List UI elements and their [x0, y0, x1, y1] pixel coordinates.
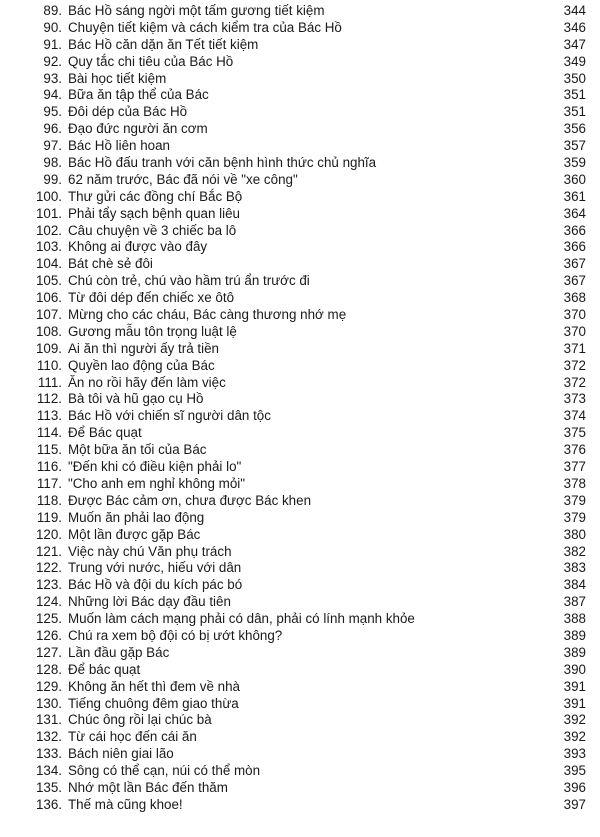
toc-entry: [0, 138, 600, 155]
toc-entry: [0, 273, 600, 290]
toc-entry: [0, 729, 600, 746]
toc-entry-title: Nhớ một lần Bác đến thăm: [68, 779, 228, 795]
toc-entry: [0, 408, 600, 425]
toc-entry-number: 110.: [36, 357, 62, 373]
toc-entry-number: 135.: [35, 779, 62, 795]
toc-entry-title: "Đến khi có điều kiện phải lo": [68, 459, 242, 475]
toc-entry-number: 116.: [36, 459, 62, 475]
toc-entry-number: 100.: [35, 188, 62, 204]
toc-entry-number: 111.: [37, 374, 62, 390]
toc-entry-page: 361: [563, 188, 586, 204]
toc-entry-page: 370: [563, 323, 586, 339]
toc-entry-page: 382: [563, 543, 586, 559]
toc-entry-title: Bữa ăn tập thể của Bác: [68, 87, 209, 103]
toc-entry: [0, 104, 600, 121]
toc-entry-page: 396: [563, 779, 586, 795]
toc-entry-number: 99.: [43, 171, 62, 187]
toc-entry: [0, 628, 600, 645]
toc-entry-page: 357: [563, 138, 586, 154]
toc-entry-title: Bác Hồ với chiến sĩ người dân tộc: [68, 408, 271, 424]
toc-entry-page: 389: [563, 627, 586, 643]
toc-entry: [0, 510, 600, 527]
toc-entry-number: 89.: [43, 3, 62, 18]
toc-entry-number: 121.: [35, 543, 62, 559]
toc-entry-page: 375: [563, 425, 586, 441]
toc-entry-number: 127.: [35, 644, 62, 660]
toc-entry: [0, 476, 600, 493]
toc-entry-page: 380: [563, 526, 586, 542]
toc-entry-number: 125.: [35, 611, 62, 627]
toc-entry: [0, 679, 600, 696]
toc-entry: [0, 425, 600, 442]
toc-entry-number: 91.: [43, 36, 62, 52]
toc-entry-number: 101.: [35, 205, 62, 221]
toc-entry-number: 113.: [36, 408, 62, 424]
toc-entry-number: 114.: [36, 425, 62, 441]
toc-entry-number: 106.: [35, 290, 62, 306]
toc-entry: [0, 3, 600, 20]
toc-entry: [0, 20, 600, 37]
toc-entry-number: 122.: [35, 560, 62, 576]
toc-entry-title: Câu chuyện về 3 chiếc ba lô: [68, 222, 237, 238]
toc-entry-page: 351: [563, 87, 586, 103]
toc-entry-title: Bác Hồ đấu tranh với căn bệnh hình thức chủ nghĩa: [68, 155, 377, 171]
toc-entry-page: 359: [563, 155, 586, 171]
toc-entry: [0, 560, 600, 577]
toc-entry-page: 367: [563, 256, 586, 272]
toc-entry-number: 132.: [35, 729, 62, 745]
toc-entry-page: 351: [563, 104, 586, 120]
toc-entry-page: 367: [563, 273, 586, 289]
toc-entry-number: 120.: [35, 526, 62, 542]
toc-entry: [0, 290, 600, 307]
toc-entry-number: 90.: [43, 19, 62, 35]
toc-entry-page: 384: [563, 577, 586, 593]
toc-entry-page: 364: [563, 205, 586, 221]
toc-entry-title: Muốn làm cách mạng phải có dân, phải có lính mạnh khỏe: [68, 611, 415, 627]
toc-entry: [0, 239, 600, 256]
toc-entry-title: Bát chè sẻ đôi: [68, 256, 153, 272]
toc-entry: [0, 459, 600, 476]
toc-entry: [0, 358, 600, 375]
toc-entry: [0, 307, 600, 324]
toc-entry: [0, 121, 600, 138]
toc-entry: [0, 87, 600, 104]
toc-entry-title: Bà tôi và hũ gạo cụ Hồ: [68, 391, 204, 407]
toc-entry: [0, 341, 600, 358]
toc-entry-title: Để Bác quạt: [68, 425, 142, 441]
toc-entry-number: 123.: [35, 577, 62, 593]
toc-entry: [0, 71, 600, 88]
toc-entry: [0, 493, 600, 510]
toc-entry-page: 389: [563, 644, 586, 660]
toc-entry-title: Chú còn trẻ, chú vào hầm trú ẩn trước đi: [68, 273, 310, 289]
toc-entry-title: "Cho anh em nghỉ không mỏi": [68, 475, 245, 491]
toc-entry-number: 105.: [35, 273, 62, 289]
toc-entry-title: Một bữa ăn tối của Bác: [68, 442, 207, 458]
toc-entry-title: Bách niên giai lão: [68, 746, 174, 762]
toc-entry-number: 129.: [35, 678, 62, 694]
toc-entry-title: Bác Hồ và đội du kích pác bó: [68, 577, 243, 593]
toc-entry-title: Một lần được gặp Bác: [68, 526, 201, 542]
toc-entry-page: 391: [563, 678, 586, 694]
toc-entry-page: 372: [563, 374, 586, 390]
toc-entry-number: 128.: [35, 661, 62, 677]
toc-entry-page: 347: [563, 36, 586, 52]
toc-entry: [0, 256, 600, 273]
toc-entry-page: 378: [563, 475, 586, 491]
toc-entry-page: 376: [563, 442, 586, 458]
toc-entry: [0, 594, 600, 611]
toc-entry-title: Mừng cho các cháu, Bác càng thương nhớ mẹ: [68, 307, 347, 323]
toc-entry-number: 109.: [35, 340, 62, 356]
toc-entry-page: 368: [563, 290, 586, 306]
toc-entry-title: Thư gửi các đồng chí Bắc Bộ: [68, 188, 243, 204]
toc-entry-number: 134.: [35, 763, 62, 779]
toc-entry: [0, 780, 600, 797]
toc-entry-page: 366: [563, 239, 586, 255]
toc-entry-page: 390: [563, 661, 586, 677]
toc-entry-number: 124.: [35, 594, 62, 610]
toc-entry: [0, 37, 600, 54]
toc-entry-title: Chuyện tiết kiệm và cách kiểm tra của Bác Hồ: [68, 19, 342, 35]
toc-entry-page: 379: [563, 509, 586, 525]
toc-entry: [0, 544, 600, 561]
toc-entry-page: 370: [563, 307, 586, 323]
toc-entry-page: 391: [563, 695, 586, 711]
toc-entry: [0, 189, 600, 206]
toc-entry-page: 397: [563, 796, 586, 812]
toc-entry-title: Tiếng chuông đêm giao thừa: [68, 695, 239, 711]
toc-entry: [0, 645, 600, 662]
toc-entry: [0, 324, 600, 341]
toc-entry-number: 117.: [36, 475, 62, 491]
toc-entry: [0, 797, 600, 814]
toc-entry-title: 62 năm trước, Bác đã nói về "xe công": [68, 171, 298, 187]
toc-entry-title: Quyền lao động của Bác: [68, 357, 215, 373]
toc-entry-title: Gương mẫu tôn trọng luật lệ: [68, 323, 237, 339]
toc-entry-number: 112.: [36, 391, 62, 407]
toc-entry: [0, 54, 600, 71]
toc-entry-title: Muốn ăn phải lao động: [68, 509, 205, 525]
toc-entry-title: Bác Hồ sáng ngời một tấm gương tiết kiệm: [68, 3, 325, 18]
toc-entry-title: Việc này chú Văn phụ trách: [68, 543, 232, 559]
toc-entry-page: 374: [563, 408, 586, 424]
toc-entry-title: Trung với nước, hiếu với dân: [68, 560, 242, 576]
toc-entry-title: Lần đầu gặp Bác: [68, 644, 170, 660]
table-of-contents: [0, 3, 600, 814]
toc-entry-number: 96.: [43, 121, 62, 137]
toc-entry-number: 133.: [35, 746, 62, 762]
toc-entry: [0, 206, 600, 223]
toc-entry-number: 98.: [43, 155, 62, 171]
toc-entry-title: Phải tẩy sạch bệnh quan liêu: [68, 205, 240, 221]
toc-entry-title: Đôi dép của Bác Hồ: [68, 104, 188, 120]
toc-entry-page: 395: [563, 763, 586, 779]
toc-entry-number: 104.: [35, 256, 62, 272]
toc-entry: [0, 172, 600, 189]
toc-entry-title: Bài học tiết kiệm: [68, 70, 167, 86]
toc-entry-number: 102.: [35, 222, 62, 238]
toc-entry-number: 95.: [43, 104, 62, 120]
toc-entry-number: 94.: [43, 87, 62, 103]
toc-entry-page: 383: [563, 560, 586, 576]
toc-entry-title: Để bác quạt: [68, 661, 141, 677]
toc-entry-page: 356: [563, 121, 586, 137]
toc-entry-title: Chú ra xem bộ đội có bị ướt không?: [68, 627, 283, 643]
toc-entry: [0, 696, 600, 713]
toc-entry: [0, 763, 600, 780]
toc-entry: [0, 662, 600, 679]
toc-entry-number: 103.: [35, 239, 62, 255]
toc-entry-number: 131.: [35, 712, 62, 728]
toc-entry-page: 379: [563, 492, 586, 508]
toc-entry-title: Quy tắc chi tiêu của Bác Hồ: [68, 53, 234, 69]
toc-entry: [0, 155, 600, 172]
toc-entry-number: 92.: [43, 53, 62, 69]
toc-entry-number: 107.: [35, 307, 62, 323]
toc-entry-number: 97.: [43, 138, 62, 154]
toc-entry-number: 136.: [35, 796, 62, 812]
toc-entry: [0, 223, 600, 240]
toc-entry-page: 387: [563, 594, 586, 610]
toc-entry-page: 366: [563, 222, 586, 238]
toc-entry-title: Từ đôi dép đến chiếc xe ôtô: [68, 290, 235, 306]
toc-entry-page: 360: [563, 171, 586, 187]
toc-entry-page: 346: [563, 19, 586, 35]
toc-entry-number: 93.: [43, 70, 62, 86]
toc-entry-title: Đạo đức người ăn cơm: [68, 121, 208, 137]
toc-entry-title: Được Bác cảm ơn, chưa được Bác khen: [68, 492, 312, 508]
toc-entry-page: 373: [563, 391, 586, 407]
toc-entry-title: Không ai được vào đây: [68, 239, 208, 255]
toc-entry: [0, 527, 600, 544]
toc-entry-number: 126.: [35, 627, 62, 643]
toc-entry-number: 130.: [35, 695, 62, 711]
toc-entry-title: Sông có thể cạn, núi có thể mòn: [68, 763, 261, 779]
toc-entry-title: Bác Hồ căn dặn ăn Tết tiết kiệm: [68, 36, 259, 52]
toc-entry-number: 115.: [36, 442, 62, 458]
toc-entry: [0, 375, 600, 392]
toc-entry-title: Ai ăn thì người ấy trả tiền: [68, 340, 219, 356]
toc-entry-title: Những lời Bác dạy đầu tiên: [68, 594, 231, 610]
toc-entry-title: Chúc ông rồi lại chúc bà: [68, 712, 212, 728]
toc-entry-number: 119.: [36, 509, 62, 525]
toc-entry-page: 350: [563, 70, 586, 86]
toc-entry-page: 349: [563, 53, 586, 69]
toc-entry-title: Ăn no rồi hãy đến làm việc: [68, 374, 226, 390]
toc-entry: [0, 746, 600, 763]
toc-entry-page: 371: [563, 340, 586, 356]
toc-entry: [0, 442, 600, 459]
toc-entry-page: 377: [563, 459, 586, 475]
toc-entry: [0, 577, 600, 594]
toc-entry-title: Thế mà cũng khoe!: [68, 796, 183, 812]
toc-entry-title: Bác Hồ liên hoan: [68, 138, 170, 154]
toc-entry: [0, 391, 600, 408]
toc-entry-page: 344: [563, 3, 586, 18]
toc-entry-page: 392: [563, 712, 586, 728]
toc-entry: [0, 611, 600, 628]
toc-entry-title: Từ cái học đến cái ăn: [68, 729, 197, 745]
toc-entry-number: 108.: [35, 323, 62, 339]
toc-entry-page: 393: [563, 746, 586, 762]
toc-entry: [0, 712, 600, 729]
toc-entry-title: Không ăn hết thì đem về nhà: [68, 678, 240, 694]
toc-entry-page: 388: [563, 611, 586, 627]
toc-entry-page: 392: [563, 729, 586, 745]
toc-entry-page: 372: [563, 357, 586, 373]
toc-entry-number: 118.: [36, 492, 62, 508]
